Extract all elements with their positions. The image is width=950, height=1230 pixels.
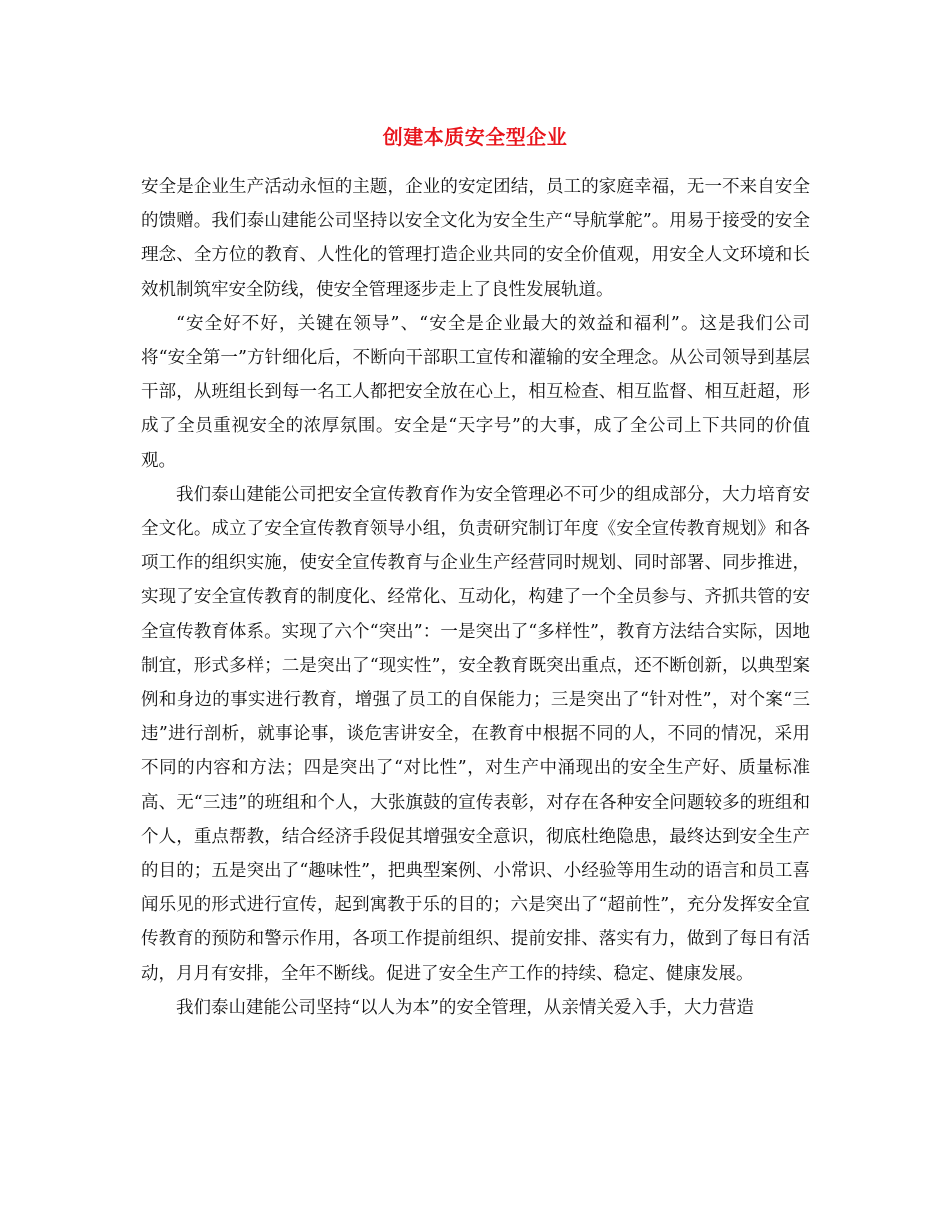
document-body: [141, 170, 810, 1025]
document-title: 创建本质安全型企业: [382, 125, 568, 149]
paragraph-3: 我们泰山建能公司把安全宣传教育作为安全管理必不可少的组成部分，大力培育安全文化。成立了安全宣传教育领导小组，负责研究制订年度《安全宣传教育规划》和各项工作的组织实施，使安全宣传教育与企业生产经营同时规划、同时部署、同步推进，实现了安全宣传教育的制度化、经常化、互动化，构建了一个全员参与、齐抓共管的安全宣传教育体系。实现了六个“突出”：一是突出了“多样性”，教育方法结合实际，因地制宜，形式多样；二是突出了“现实性”，安全教育既突出重点，还不断创新，以典型案例和身边的事实进行教育，增强了员工的自保能力；三是突出了“针对性”，对个案“三违”进行剖析，就事论事，谈危害讲安全，在教育中根据不同的人，不同的情况，采用不同的内容和方法；四是突出了“对比性”，对生产中涌现出的安全生产好、质量标准高、无“三违”的班组和个人，大张旗鼓的宣传表彰，对存在各种安全问题较多的班组和个人，重点帮教，结合经济手段促其增强安全意识，彻底杜绝隐患，最终达到安全生产的目的；五是突出了“趣味性”，把典型案例、小常识、小经验等用生动的语言和员工喜闻乐见的形式进行宣传，起到寓教于乐的目的；六是突出了“超前性”，充分发挥安全宣传教育的预防和警示作用，各项工作提前组织、提前安排、落实有力，做到了每日有活动，月月有安排，全年不断线。促进了安全生产工作的持续、稳定、健康发展。: [141, 484, 810, 984]
paragraph-1: 安全是企业生产活动永恒的主题，企业的安定团结，员工的家庭幸福，无一不来自安全的馈赠。我们泰山建能公司坚持以安全文化为安全生产“导航掌舵”。用易于接受的安全理念、全方位的教育、人性化的管理打造企业共同的安全价值观，用安全人文环境和长效机制筑牢安全防线，使安全管理逐步走上了良性发展轨道。: [141, 177, 810, 300]
paragraph-4: 我们泰山建能公司坚持“以人为本”的安全管理，从亲情关爱入手，大力营造: [176, 997, 754, 1018]
paragraph-2: “安全好不好，关键在领导”、“安全是企业最大的效益和福利”。这是我们公司将“安全第一”方针细化后，不断向干部职工宣传和灌输的安全理念。从公司领导到基层干部，从班组长到每一名工人都把安全放在心上，相互检查、相互监督、相互赶超，形成了全员重视安全的浓厚氛围。安全是“天字号”的大事，成了全公司上下共同的价值观。: [141, 313, 810, 471]
